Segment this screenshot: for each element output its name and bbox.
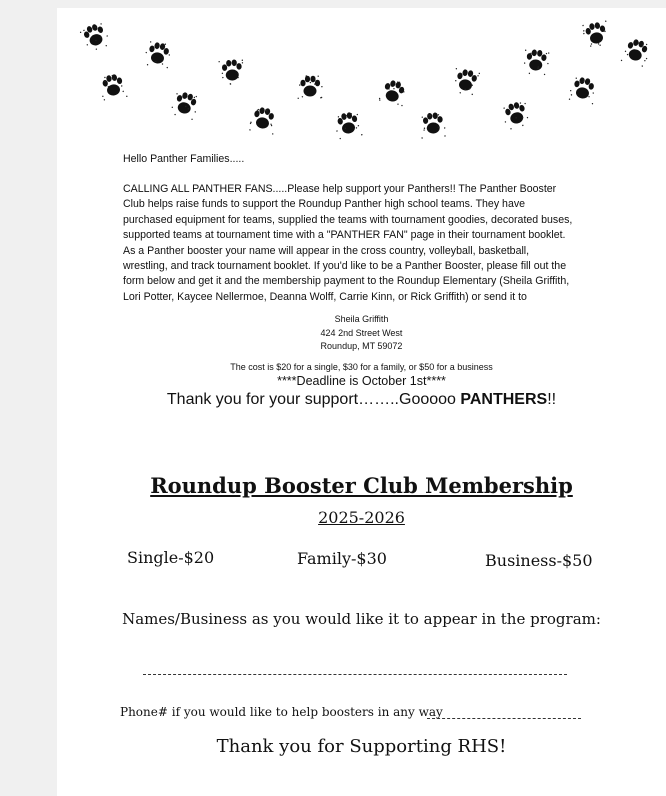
cost-text: The cost is $20 for a single, $30 for a family, or $50 for a business [230,362,493,372]
greeting: Hello Panther Families..... [123,153,245,165]
paw-print-icon [419,112,446,139]
paw-print-icon [143,40,172,69]
body-line: Club helps raise funds to support the Roundup Panther high school teams. They have [123,198,526,211]
paw-print-icon [249,106,278,135]
paw-print-icon [501,100,532,131]
paw-print-icon [452,68,481,97]
deadline-text: ****Deadline is October 1st**** [277,374,446,388]
paw-print-icon [378,78,408,107]
paw-print-icon [582,20,611,48]
document-page [57,8,666,796]
body-line: As a Panther booster your name will appear in the cross country, volleyball, basketball, [123,244,530,257]
address-name: Sheila Griffith [334,314,389,324]
option-single: Single-$20 [127,548,215,567]
form-year: 2025-2026 [318,508,405,527]
body-line: wrestling, and track tournament booklet. If you'd like to be a Panther Booster, please fill out the [123,260,567,272]
form-title: Roundup Booster Club Membership [150,473,573,498]
phone-line[interactable] [427,718,581,719]
paw-print-icon [298,75,323,99]
body-line: Lori Potter, Kaycee Nellermoe, Deanna Wolff, Carrie Kinn, or Rick Griffith) or send it to [123,290,527,303]
option-family: Family-$30 [297,549,387,568]
names-line[interactable] [143,674,567,675]
mailing-address [57,313,666,354]
paw-print-icon [99,73,128,102]
body-line: supported teams at tournament time with a "PANTHER FAN" page in their tournament booklet. [123,229,566,242]
paw-print-icon [218,59,245,86]
paw-print-icon [568,76,597,105]
address-street: 424 2nd Street West [320,327,403,338]
phone-prompt: Phone# if you would like to help boosters in any way [120,705,443,719]
paw-print-icon [621,37,652,68]
paw-print-icon [523,49,550,76]
paw-prints-banner [57,8,666,148]
address-city: Roundup, MT 59072 [320,341,403,351]
paw-print-icon [333,111,362,140]
body-line: CALLING ALL PANTHER FANS.....Please help support your Panthers!! The Panther Booster [123,183,557,195]
paw-print-icon [79,21,111,53]
names-prompt: Names/Business as you would like it to appear in the program: [122,610,601,628]
paw-print-icon [170,90,200,121]
closing-text: Thank you for Supporting RHS! [216,736,507,757]
body-line: purchased equipment for teams, supplied the teams with tournament goodies, decorated buses, [123,213,573,226]
thanks-support-text: Thank you for your support……..Gooooo PANTHERS!! [166,391,557,408]
body-line: form below and get it and the membership payment to the Roundup Elementary (Sheila Griffith, [123,275,570,288]
option-business: Business-$50 [485,551,593,570]
